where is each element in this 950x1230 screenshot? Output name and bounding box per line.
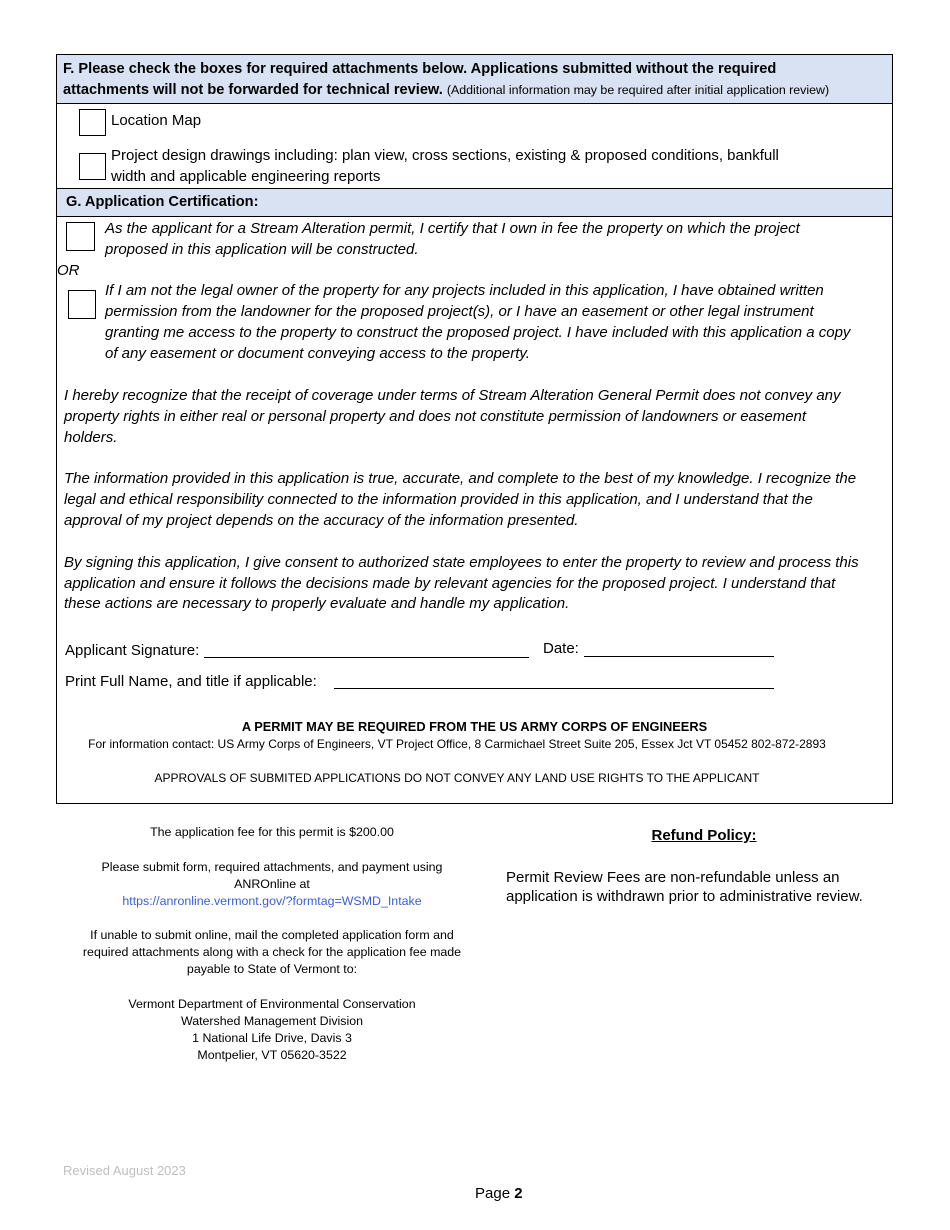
owner-certification-checkbox[interactable] (66, 222, 95, 251)
submit-line1: Please submit form, required attachments, and payment using (101, 860, 443, 874)
section-g-title: G. Application Certification: (66, 194, 259, 210)
design-drawings-checkbox[interactable] (79, 153, 106, 180)
section-f-title-bold: attachments will not be forwarded for technical review. (63, 82, 443, 98)
address-line1: Vermont Department of Environmental Conservation (128, 997, 416, 1011)
address-line4: Montpelier, VT 05620-3522 (197, 1048, 347, 1062)
consent-paragraph-line3: these actions are necessary to properly evaluate and handle my application. (64, 595, 570, 612)
page-number (475, 1183, 523, 1204)
page-number-value: 2 (514, 1185, 523, 1202)
accuracy-paragraph-line2: legal and ethical responsibility connected to the information provided in this application, and I understand that the (64, 491, 813, 508)
mail-line3: payable to State of Vermont to: (186, 962, 358, 976)
army-corps-contact: For information contact: US Army Corps of Engineers, VT Project Office, 8 Carmichael Street Suite 205, Essex Jct VT 05452 802-872-2893 (88, 737, 826, 751)
applicant-signature-field[interactable] (204, 657, 529, 658)
non-owner-certification-line4: of any easement or document conveying access to the property. (105, 345, 530, 362)
submit-line2: ANROnline at (234, 877, 310, 891)
accuracy-paragraph-line3: approval of my project depends on the accuracy of the information presented. (64, 512, 579, 529)
section-f-header (57, 55, 892, 104)
non-owner-certification-line2: permission from the landowner for the proposed project(s), or I have an easement or other legal instrument (105, 303, 814, 320)
mail-line2: required attachments along with a check for the application fee made (82, 945, 462, 959)
coverage-paragraph-line3: holders. (64, 429, 118, 446)
revised-date: Revised August 2023 (63, 1163, 186, 1178)
print-name-label: Print Full Name, and title if applicable: (65, 673, 317, 690)
coverage-paragraph-line2: property rights in either real or personal property and does not constitute permission of landowners or easement (64, 408, 807, 425)
design-drawings-label-line1: Project design drawings including: plan view, cross sections, existing & proposed conditions, bankfull (111, 147, 779, 164)
date-field[interactable] (584, 656, 774, 657)
section-g-header (57, 188, 892, 217)
fee-line: The application fee for this permit is $200.00 (150, 825, 394, 839)
address-line2: Watershed Management Division (180, 1014, 364, 1028)
non-owner-certification-line3: granting me access to the property to construct the proposed project. I have included with this application a copy (105, 324, 851, 341)
application-form-box (56, 54, 893, 804)
date-label: Date: (543, 640, 579, 657)
owner-certification-line1: As the applicant for a Stream Alteration permit, I certify that I own in fee the property on which the project (105, 220, 800, 237)
applicant-signature-label: Applicant Signature: (65, 642, 200, 659)
address-line3: 1 National Life Drive, Davis 3 (192, 1031, 352, 1045)
approvals-note: APPROVALS OF SUBMITED APPLICATIONS DO NOT CONVEY ANY LAND USE RIGHTS TO THE APPLICANT (154, 771, 760, 785)
coverage-paragraph-line1: I hereby recognize that the receipt of coverage under terms of Stream Alteration General Permit does not convey any (64, 387, 841, 404)
refund-policy-line1: Permit Review Fees are non-refundable unless an (506, 869, 840, 886)
refund-policy-line2: application is withdrawn prior to administrative review. (506, 888, 863, 905)
location-map-label: Location Map (111, 112, 202, 129)
refund-policy-title: Refund Policy: (651, 827, 757, 844)
location-map-checkbox[interactable] (79, 109, 106, 136)
non-owner-certification-line1: If I am not the legal owner of the property for any projects included in this application, I have obtained written (105, 282, 824, 299)
consent-paragraph-line2: application and ensure it follows the decisions made by relevant agencies for the proposed project. I understand that (64, 575, 836, 592)
print-name-field[interactable] (334, 688, 774, 689)
section-f-title-line2 (63, 80, 829, 101)
army-corps-heading: A PERMIT MAY BE REQUIRED FROM THE US ARMY CORPS OF ENGINEERS (241, 719, 708, 734)
page-label: Page (475, 1185, 511, 1202)
non-owner-certification-checkbox[interactable] (68, 290, 96, 319)
owner-certification-line2: proposed in this application will be constructed. (105, 241, 419, 258)
section-f-note: (Additional information may be required after initial application review) (446, 83, 830, 97)
consent-paragraph-line1: By signing this application, I give consent to authorized state employees to enter the property to review and process this (64, 554, 859, 571)
or-label: OR (57, 262, 80, 279)
section-f-title-line1: F. Please check the boxes for required attachments below. Applications submitted without the required (63, 61, 777, 77)
accuracy-paragraph-line1: The information provided in this application is true, accurate, and complete to the best of my knowledge. I recognize the (64, 470, 857, 487)
anronline-link[interactable]: https://anronline.vermont.gov/?formtag=WSMD_Intake (122, 894, 422, 908)
mail-line1: If unable to submit online, mail the completed application form and (90, 928, 454, 942)
design-drawings-label-line2: width and applicable engineering reports (111, 168, 381, 185)
